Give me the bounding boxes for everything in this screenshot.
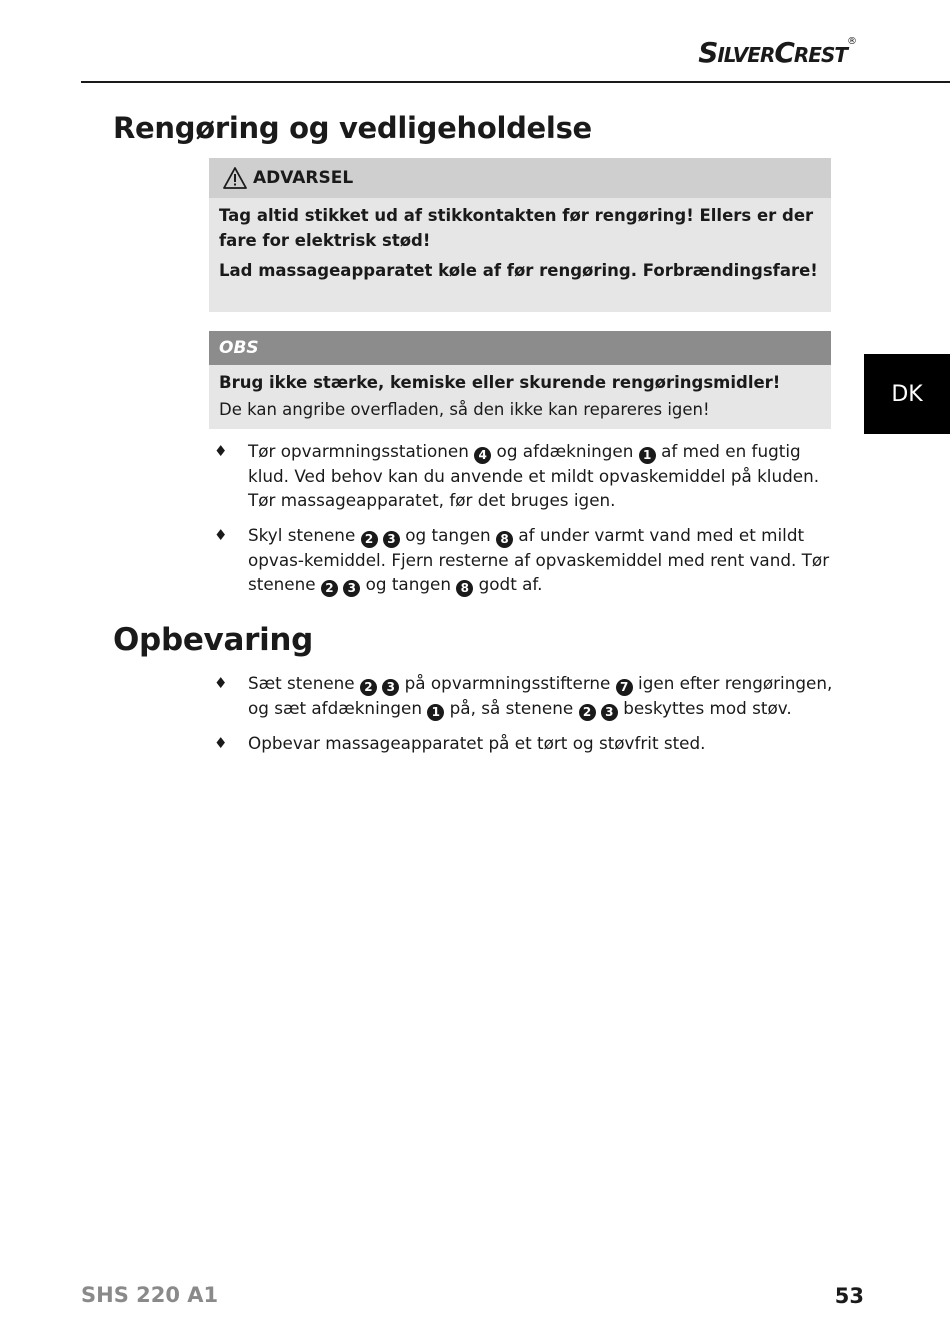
warning-icon <box>223 167 247 189</box>
warning-line-2: Lad massageapparatet køle af før rengøring. Forbrændingsfare! <box>219 261 818 280</box>
cleaning-list <box>214 439 834 607</box>
part-number-badge: 3 <box>383 531 400 548</box>
part-number-badge: 1 <box>427 704 444 721</box>
storage-list <box>214 671 834 765</box>
part-number-badge: 3 <box>601 704 618 721</box>
bullet-icon: ♦ <box>214 674 228 692</box>
list-item: ♦ Sæt stenene 2 3 på opvarmningsstifterne 7 igen efter rengøringen, og sæt afdækningen 1 på, så stenene 2 3 beskyttes mod støv. <box>214 673 833 719</box>
part-number-badge: 3 <box>343 580 360 597</box>
part-number-badge: 1 <box>639 447 656 464</box>
part-number-badge: 2 <box>321 580 338 597</box>
list-item: ♦ Tør opvarmningsstationen 4 og afdækningen 1 af med en fugtig klud. Ved behov kan du anvende et mildt opvaskemiddel på kluden. Tør massageapparatet, før det bruges igen. <box>214 441 820 511</box>
warning-box <box>209 158 831 312</box>
note-line-1: Brug ikke stærke, kemiske eller skurende rengøringsmidler! <box>219 373 781 392</box>
bullet-icon: ♦ <box>214 442 228 460</box>
part-number-badge: 8 <box>456 580 473 597</box>
warning-title: ADVARSEL <box>253 168 354 188</box>
list-item: ♦ Skyl stenene 2 3 og tangen 8 af under varmt vand med et mildt opvas-kemiddel. Fjern resterne af opvaskemiddel med rent vand. Tør stenene 2 3 og tangen 8 godt af. <box>214 524 830 595</box>
part-number-badge: 4 <box>474 447 491 464</box>
note-line-2: De kan angribe overfladen, så den ikke kan repareres igen! <box>219 399 710 419</box>
page-number: 53 <box>834 1284 864 1308</box>
part-number-badge: 7 <box>616 679 633 696</box>
warning-line-1: Tag altid stikket ud af stikkontakten før rengøring! Ellers er der fare for elektrisk stød! <box>219 206 814 250</box>
bullet-icon: ♦ <box>214 734 228 752</box>
cleaning-heading: Rengøring og vedligeholdelse <box>113 111 592 145</box>
part-number-badge: 2 <box>579 704 596 721</box>
language-tab: DK <box>864 354 950 434</box>
bullet-icon: ♦ <box>214 525 228 544</box>
brand-logo: SilverCrest® <box>698 36 856 69</box>
part-number-badge: 8 <box>496 531 513 548</box>
footer-model: SHS 220 A1 <box>81 1283 219 1307</box>
part-number-badge: 2 <box>360 679 377 696</box>
list-item: ♦ Opbevar massageapparatet på et tørt og støvfrit sted. <box>214 731 834 755</box>
header-rule <box>81 81 950 83</box>
note-title: OBS <box>219 338 259 358</box>
part-number-badge: 2 <box>361 531 378 548</box>
warning-header <box>209 158 831 198</box>
note-header <box>209 331 831 365</box>
note-box <box>209 331 831 429</box>
storage-heading: Opbevaring <box>113 622 314 658</box>
part-number-badge: 3 <box>382 679 399 696</box>
